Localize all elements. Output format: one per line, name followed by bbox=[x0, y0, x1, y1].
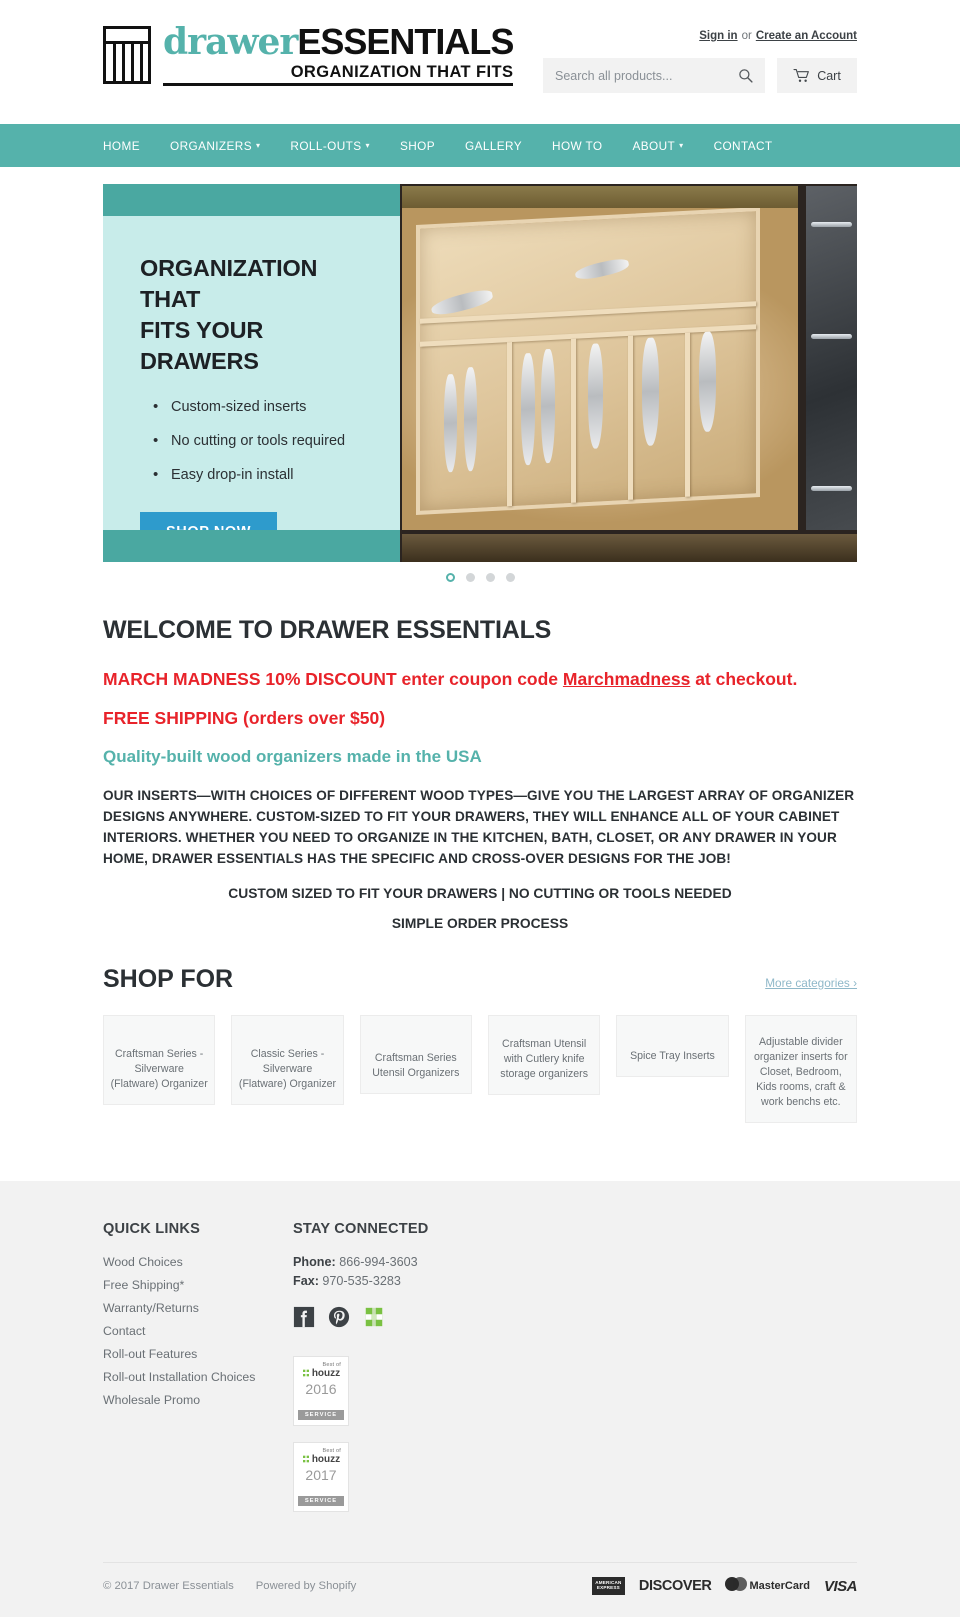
nav-label: GALLERY bbox=[465, 138, 523, 153]
or-separator: or bbox=[741, 30, 752, 42]
phone-row bbox=[293, 1255, 857, 1269]
category-card-label: Craftsman Utensil with Cutlery knife storage organizers bbox=[500, 1037, 589, 1080]
cutlery-item bbox=[521, 353, 535, 466]
carousel-dot-2[interactable] bbox=[466, 573, 475, 582]
houzz-badge-2016[interactable] bbox=[293, 1356, 349, 1426]
cutlery-item bbox=[642, 338, 659, 447]
fax-value: 970-535-3283 bbox=[322, 1273, 401, 1288]
intro-paragraph: OUR INSERTS—WITH CHOICES OF DIFFERENT WOOD TYPES—GIVE YOU THE LARGEST ARRAY OF ORGANIZER DESIGNS ANYWHERE. CUSTOM-SIZED TO FIT YOUR DRAWERS, THEY WILL ENHANCE ALL OF YOUR CABINET INTERIORS. WHETHER YOU NEED TO ORGANIZE IN THE KITCHEN, BATH, CLOSET, OR ANY DRAWER IN YOUR HOME, DRAWER ESSENTIALS HAS THE SPECIFIC AND CROSS-OVER DESIGNS FOR THE JOB! bbox=[103, 787, 855, 867]
cabinet-side-photo bbox=[806, 186, 857, 530]
hero-image bbox=[400, 184, 857, 562]
main-navigation bbox=[0, 124, 960, 167]
badge-year: 2017 bbox=[305, 1466, 337, 1483]
tray-divider bbox=[571, 339, 576, 503]
chevron-down-icon: ▾ bbox=[256, 141, 261, 150]
hero-text-panel bbox=[103, 184, 400, 562]
social-links bbox=[293, 1306, 857, 1328]
badge-award-type: SERVICE bbox=[298, 1410, 344, 1420]
create-account-link[interactable]: Create an Account bbox=[755, 30, 857, 42]
tray-divider bbox=[685, 333, 690, 497]
footer-link-roll-out-installation[interactable]: Roll-out Installation Choices bbox=[103, 1369, 256, 1384]
cutlery-item bbox=[588, 343, 603, 449]
category-card[interactable] bbox=[616, 1015, 728, 1077]
badge-brand-text: houzz bbox=[311, 1367, 341, 1379]
category-card[interactable] bbox=[488, 1015, 600, 1095]
nav-label: HOW TO bbox=[552, 138, 603, 153]
nav-item-organizers[interactable] bbox=[155, 139, 275, 153]
category-card[interactable] bbox=[360, 1015, 472, 1094]
category-card-list bbox=[103, 1015, 857, 1123]
cart-label: Cart bbox=[817, 68, 841, 83]
footer-bottom-bar bbox=[103, 1562, 857, 1617]
promo-coupon-code: Marchmadness bbox=[562, 669, 691, 689]
footer-link-wood-choices[interactable]: Wood Choices bbox=[103, 1254, 183, 1269]
cutlery-item bbox=[699, 332, 716, 433]
copyright-text: © 2017 Drawer Essentials bbox=[103, 1580, 234, 1593]
houzz-icon[interactable] bbox=[363, 1306, 385, 1328]
nav-list bbox=[0, 124, 960, 167]
hero-panel-bottom-band bbox=[103, 530, 400, 562]
fax-label: Fax: bbox=[293, 1273, 319, 1288]
category-card-label: Adjustable divider organizer inserts for Closet, Bedroom, Kids rooms, craft & work benchs etc. bbox=[753, 1035, 848, 1108]
feature-line-1: CUSTOM SIZED TO FIT YOUR DRAWERS | NO CUTTING OR TOOLS NEEDED bbox=[228, 885, 732, 901]
nav-label: HOME bbox=[103, 138, 140, 153]
drawer-tray bbox=[416, 207, 760, 515]
cutlery-item bbox=[574, 256, 630, 282]
badge-brand-label bbox=[298, 1369, 344, 1379]
badge-award-type: SERVICE bbox=[298, 1496, 344, 1506]
tray-divider bbox=[628, 336, 633, 500]
drawer-photo bbox=[402, 186, 798, 530]
category-card-label: Classic Series - Silverware (Flatware) Organizer bbox=[238, 1047, 337, 1090]
nav-item-contact[interactable] bbox=[699, 139, 788, 153]
main-content bbox=[0, 582, 960, 1123]
search-box[interactable] bbox=[543, 58, 765, 93]
carousel-dot-3[interactable] bbox=[486, 573, 495, 582]
category-card[interactable] bbox=[103, 1015, 215, 1105]
carousel-dot-1[interactable] bbox=[446, 573, 455, 582]
hero-bullet: • Easy drop-in install bbox=[153, 468, 378, 484]
footer-link-free-shipping[interactable]: Free Shipping* bbox=[103, 1277, 185, 1292]
more-categories-link[interactable]: More categories › bbox=[765, 975, 857, 990]
nav-item-roll-outs[interactable] bbox=[275, 139, 385, 153]
hero-bullet: • No cutting or tools required bbox=[153, 434, 378, 450]
footer-stay-connected bbox=[293, 1221, 857, 1528]
houzz-badges bbox=[293, 1356, 857, 1512]
free-shipping-message: FREE SHIPPING (orders over $50) bbox=[103, 707, 386, 728]
badge-year: 2016 bbox=[305, 1380, 337, 1397]
badge-best-of-label: Best of bbox=[322, 1361, 341, 1368]
quality-tagline: Quality-built wood organizers made in the USA bbox=[103, 746, 482, 766]
powered-by-shopify-link[interactable]: Powered by Shopify bbox=[255, 1580, 357, 1593]
hero-heading-line1: ORGANIZATION THAT bbox=[140, 255, 318, 313]
promo-message bbox=[103, 667, 857, 692]
nav-item-gallery[interactable] bbox=[450, 139, 537, 153]
nav-item-about[interactable] bbox=[618, 139, 699, 153]
header-utilities bbox=[543, 30, 857, 93]
payment-amex bbox=[592, 1578, 625, 1595]
amex-line2: EXPRESS bbox=[596, 1585, 620, 1591]
site-logo[interactable] bbox=[103, 21, 514, 86]
shop-for-title: SHOP FOR bbox=[103, 964, 234, 993]
nav-label: ROLL-OUTS bbox=[290, 138, 362, 153]
cutlery-item bbox=[464, 367, 477, 472]
mastercard-circles-icon bbox=[725, 1577, 747, 1591]
cutlery-item bbox=[541, 349, 555, 464]
facebook-icon[interactable] bbox=[293, 1306, 315, 1328]
account-links bbox=[543, 30, 857, 42]
hero-slide bbox=[103, 184, 857, 562]
footer-link-roll-out-features[interactable]: Roll-out Features bbox=[103, 1346, 198, 1361]
cart-button[interactable] bbox=[777, 58, 857, 93]
hero-bullet-list bbox=[153, 400, 378, 484]
promo-text-before: MARCH MADNESS 10% DISCOUNT enter coupon code bbox=[103, 669, 563, 689]
amex-line1: AMERICAN bbox=[595, 1580, 622, 1586]
hero-panel-body bbox=[103, 216, 400, 552]
page-title: WELCOME TO DRAWER ESSENTIALS bbox=[103, 616, 552, 644]
logo-tagline: ORGANIZATION THAT FITS bbox=[163, 64, 513, 86]
hero-bullet: • Custom-sized inserts bbox=[153, 400, 378, 416]
phone-value: 866-994-3603 bbox=[339, 1254, 418, 1269]
nav-label: ABOUT bbox=[632, 138, 676, 153]
houzz-badge-2017[interactable] bbox=[293, 1442, 349, 1512]
payment-discover: DISCOVER bbox=[638, 1578, 712, 1595]
feature-line-2: SIMPLE ORDER PROCESS bbox=[391, 915, 569, 931]
hero-carousel bbox=[0, 167, 960, 582]
logo-word-drawer: drawer bbox=[163, 21, 298, 63]
nav-label: SHOP bbox=[399, 138, 436, 153]
footer-link-wholesale-promo[interactable]: Wholesale Promo bbox=[103, 1392, 201, 1407]
site-footer bbox=[0, 1181, 960, 1617]
chevron-down-icon: ▾ bbox=[679, 141, 684, 150]
search-input[interactable] bbox=[555, 69, 736, 83]
carousel-dot-4[interactable] bbox=[506, 573, 515, 582]
mastercard-label: MasterCard bbox=[749, 1580, 810, 1593]
search-submit-button[interactable] bbox=[736, 68, 755, 83]
chevron-down-icon: ▾ bbox=[365, 141, 370, 150]
cabinet-handle bbox=[811, 486, 852, 491]
footer-quick-links bbox=[103, 1221, 293, 1528]
footer-link-contact[interactable]: Contact bbox=[103, 1323, 146, 1338]
floor-strip-photo bbox=[402, 534, 857, 562]
quick-links-heading: QUICK LINKS bbox=[103, 1220, 201, 1237]
nav-item-shop[interactable] bbox=[385, 139, 450, 153]
category-card[interactable] bbox=[231, 1015, 343, 1105]
shop-for-header bbox=[103, 965, 857, 994]
sign-in-link[interactable]: Sign in bbox=[699, 30, 738, 42]
hero-heading-line2: FITS YOUR DRAWERS bbox=[140, 317, 264, 375]
footer-link-warranty-returns[interactable]: Warranty/Returns bbox=[103, 1300, 199, 1315]
phone-label: Phone: bbox=[293, 1254, 336, 1269]
pinterest-icon[interactable] bbox=[328, 1306, 350, 1328]
badge-brand-label bbox=[298, 1455, 344, 1465]
nav-label: CONTACT bbox=[713, 138, 773, 153]
category-card-label: Spice Tray Inserts bbox=[630, 1049, 715, 1062]
category-card-label: Craftsman Series Utensil Organizers bbox=[372, 1051, 460, 1079]
hero-panel-top-band bbox=[103, 184, 400, 216]
site-header bbox=[0, 0, 960, 124]
houzz-leaf-icon bbox=[302, 1455, 310, 1463]
shopping-cart-icon bbox=[793, 68, 810, 83]
fax-row bbox=[293, 1274, 857, 1288]
drawer-logo-icon bbox=[103, 26, 151, 84]
category-card[interactable] bbox=[745, 1015, 857, 1123]
nav-label: ORGANIZERS bbox=[170, 138, 252, 153]
promo-text-after: at checkout. bbox=[690, 669, 798, 689]
payment-icons bbox=[592, 1578, 857, 1595]
badge-best-of-label: Best of bbox=[322, 1447, 341, 1454]
header-tools bbox=[543, 58, 857, 93]
logo-text bbox=[163, 21, 514, 86]
hero-heading bbox=[140, 253, 378, 377]
cabinet-handle bbox=[811, 222, 852, 227]
cutlery-item bbox=[430, 287, 494, 319]
houzz-leaf-icon bbox=[302, 1369, 310, 1377]
footer-columns bbox=[103, 1221, 857, 1528]
cabinet-handle bbox=[811, 334, 852, 339]
payment-mastercard bbox=[725, 1578, 810, 1595]
nav-item-home[interactable] bbox=[103, 139, 155, 153]
badge-brand-text: houzz bbox=[311, 1453, 341, 1465]
cutlery-item bbox=[444, 374, 457, 473]
carousel-dots bbox=[103, 562, 857, 582]
stay-connected-heading: STAY CONNECTED bbox=[293, 1220, 429, 1237]
search-icon bbox=[738, 68, 753, 83]
payment-visa: VISA bbox=[823, 1577, 857, 1595]
logo-word-essentials: ESSENTIALS bbox=[297, 21, 514, 62]
nav-item-how-to[interactable] bbox=[537, 139, 617, 153]
tray-divider bbox=[507, 342, 512, 506]
category-card-label: Craftsman Series - Silverware (Flatware) Organizer bbox=[110, 1047, 208, 1090]
